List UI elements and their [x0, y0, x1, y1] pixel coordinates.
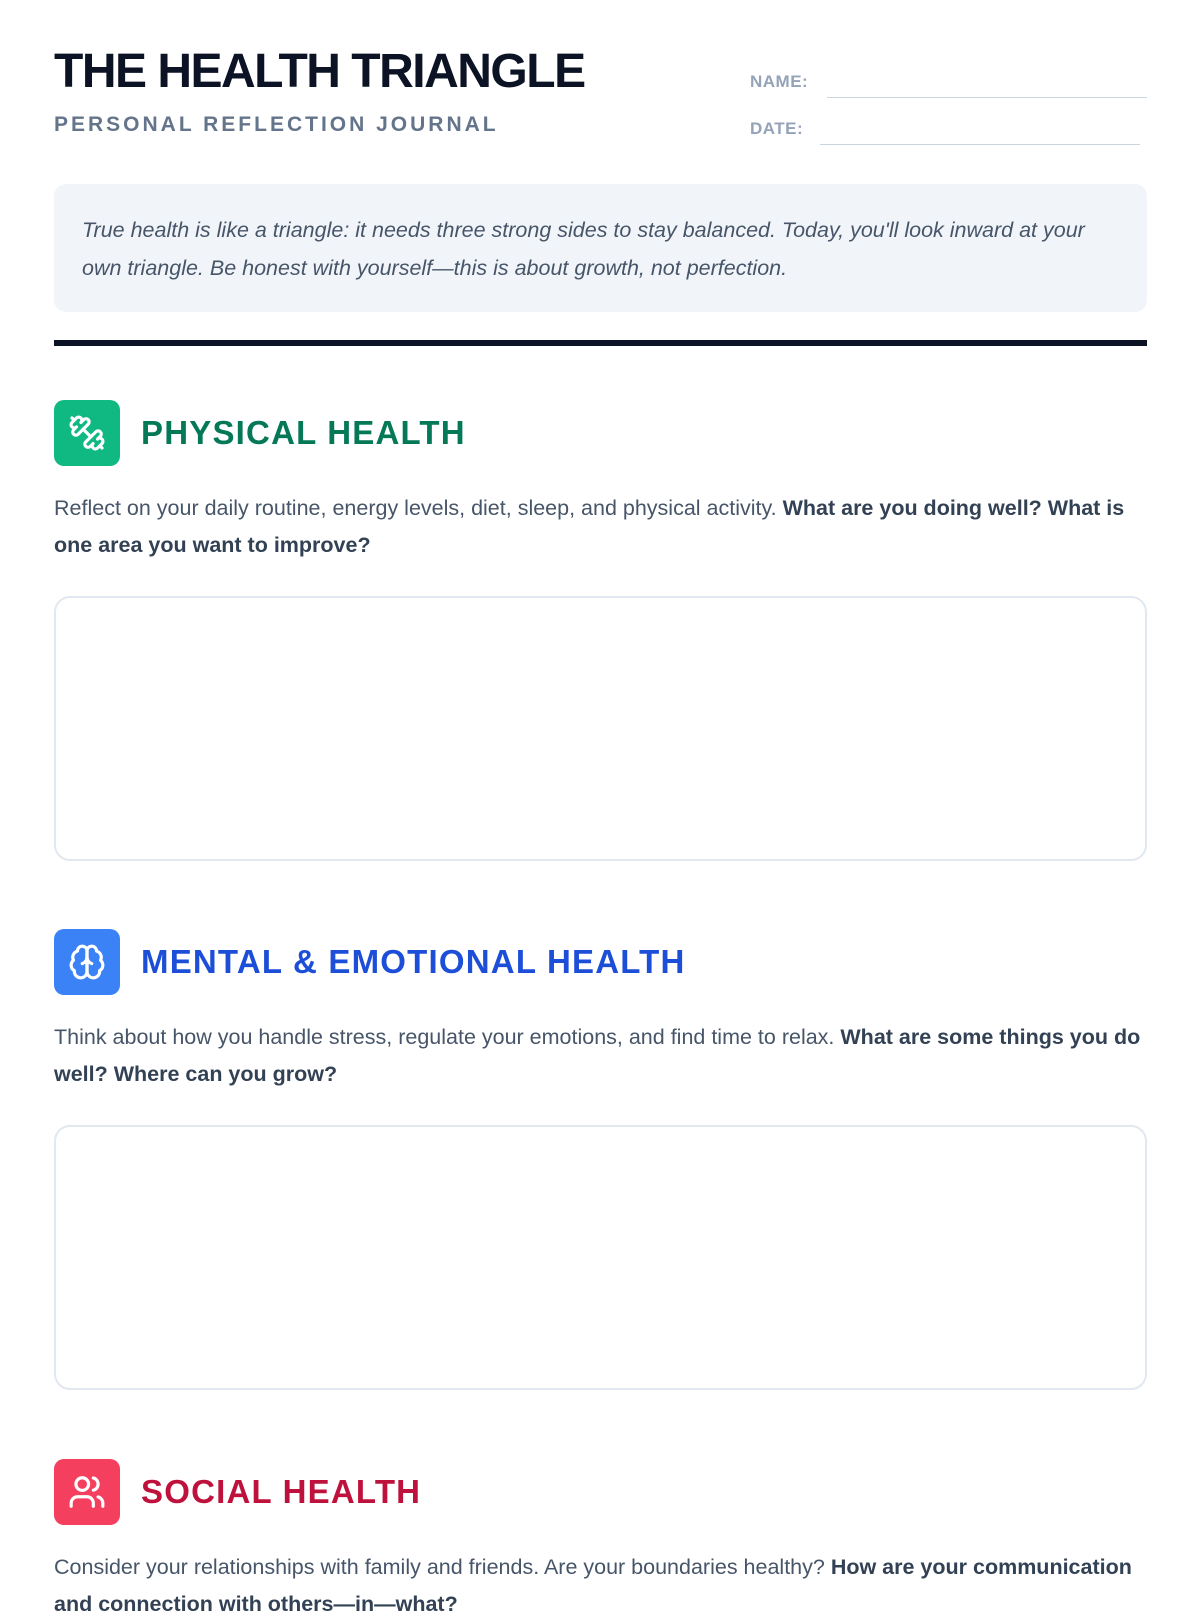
- date-input-line[interactable]: [820, 144, 1140, 145]
- users-icon: [54, 1459, 120, 1525]
- prompt-text: Think about how you handle stress, regulate your emotions, and find time to relax.: [54, 1025, 841, 1049]
- journal-page: [54, 0, 1147, 1616]
- answer-box[interactable]: [54, 1125, 1147, 1390]
- section-title: PHYSICAL HEALTH: [141, 414, 466, 451]
- section-prompt: [54, 1549, 1147, 1623]
- name-field[interactable]: [750, 68, 1147, 98]
- name-label: NAME:: [750, 72, 809, 91]
- prompt-question: How are your communication and connection with others—in—what?: [54, 1555, 1132, 1616]
- intro-callout: [54, 184, 1147, 312]
- brain-icon: [54, 929, 120, 995]
- section-header: [54, 400, 1147, 466]
- section-divider: [54, 340, 1147, 346]
- name-input-line[interactable]: [827, 97, 1147, 98]
- section-social-health: [54, 1459, 1147, 1616]
- page-subtitle: PERSONAL REFLECTION JOURNAL: [54, 113, 499, 136]
- date-label: DATE:: [750, 119, 804, 138]
- prompt-text: Reflect on your daily routine, energy levels, diet, sleep, and physical activity.: [54, 496, 783, 520]
- answer-box[interactable]: [54, 596, 1147, 861]
- section-prompt: [54, 490, 1147, 564]
- section-header: [54, 929, 1147, 995]
- prompt-question: What are some things you do well? Where can you grow?: [54, 1025, 1141, 1086]
- prompt-question: What are you doing well? What is one area you want to improve?: [54, 496, 1125, 557]
- section-title: MENTAL & EMOTIONAL HEALTH: [141, 943, 686, 980]
- section-physical-health: [54, 400, 1147, 557]
- section-mental-emotional-health: [54, 929, 1147, 1086]
- prompt-text: Consider your relationships with family and friends. Are your boundaries healthy?: [54, 1555, 831, 1579]
- section-prompt: [54, 1019, 1147, 1093]
- page-title: THE HEALTH TRIANGLE: [54, 45, 585, 98]
- section-title: SOCIAL HEALTH: [141, 1473, 422, 1510]
- intro-text: True health is like a triangle: it needs three strong sides to stay balanced. Today, you'll look inward at your own triangle. Be honest with yourself—this is about growth, not perfection.: [82, 218, 1085, 280]
- dumbbell-icon: [54, 400, 120, 466]
- date-field[interactable]: [750, 115, 1147, 145]
- section-header: [54, 1459, 1147, 1525]
- page-header: [54, 0, 1147, 180]
